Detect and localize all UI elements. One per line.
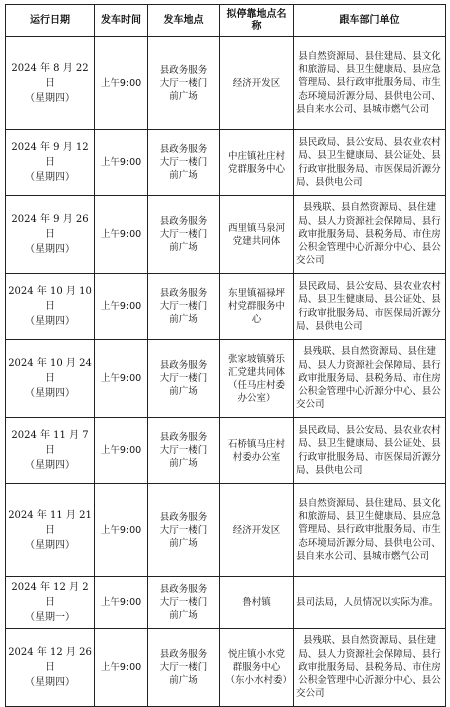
- header-units: 跟车部门单位: [294, 5, 446, 37]
- time-cell: 上午9:00: [95, 130, 148, 196]
- date-cell: [6, 418, 95, 484]
- header-row: [6, 5, 446, 37]
- units-cell: 县自然资源局、县住建局、县文化和旅游局、县卫生健康局、县应急管理局、县行政审批服务局、市生态环境局沂源分局、县供电公司、县自来水公司、县城市燃气公司: [294, 484, 446, 577]
- time-cell: 上午9:00: [95, 484, 148, 577]
- table-row: [6, 484, 446, 577]
- stop-cell: [220, 196, 294, 274]
- depart-cell: [148, 340, 220, 418]
- table-row: [6, 340, 446, 418]
- units-cell: 县残联、县自然资源局、县住建局、县人力资源社会保障局、县行政审批服务局、县税务局、市住房公积金管理中心沂源分中心、县公交公司: [294, 196, 446, 274]
- weekday-text: （星期四）: [25, 539, 75, 551]
- stop-text: 经济开发区: [232, 77, 281, 89]
- time-cell: 上午9:00: [95, 629, 148, 707]
- date-cell: [6, 484, 95, 577]
- weekday-text: （星期四）: [25, 244, 75, 255]
- time-cell: 上午9:00: [95, 274, 148, 340]
- depart-text: 县政务服务大厅一楼门前广场: [159, 360, 208, 397]
- stop-cell: [220, 418, 294, 484]
- depart-cell: [148, 629, 220, 707]
- table-row: [6, 274, 446, 340]
- weekday-text: （星期四）: [25, 172, 75, 183]
- stop-cell: [220, 130, 294, 196]
- weekday-text: （星期四）: [25, 460, 75, 471]
- date-text: 2024 年 9 月 12 日: [11, 142, 89, 168]
- date-cell: [6, 577, 95, 629]
- depart-cell: [148, 418, 220, 484]
- date-cell: [6, 340, 95, 418]
- date-cell: [6, 130, 95, 196]
- units-cell: 县残联、县自然资源局、县住建局、县人力资源社会保障局、县行政审批服务局、县税务局、市住房公积金管理中心沂源分中心、县公交公司: [294, 629, 446, 707]
- stop-text: 石桥镇马庄村村委办公室: [227, 438, 285, 463]
- depart-text: 县政务服务大厅一楼门前广场: [159, 64, 208, 102]
- depart-cell: [148, 196, 220, 274]
- depart-cell: [148, 274, 220, 340]
- time-cell: 上午9:00: [95, 340, 148, 418]
- depart-cell: [148, 577, 220, 629]
- date-cell: [6, 196, 95, 274]
- stop-text: 鲁村镇: [242, 597, 271, 608]
- header-stop: 拟停靠地点名称: [220, 5, 294, 37]
- table-row: [6, 629, 446, 707]
- table-header: [6, 5, 446, 37]
- weekday-text: （星期一）: [25, 612, 75, 623]
- table-row: [6, 130, 446, 196]
- depart-text: 县政务服务大厅一楼门前广场: [159, 584, 208, 621]
- stop-text: 经济开发区: [232, 524, 281, 536]
- header-depart: 发车地点: [148, 5, 220, 37]
- date-cell: [6, 37, 95, 130]
- date-cell: [6, 274, 95, 340]
- time-cell: 上午9:00: [95, 418, 148, 484]
- header-date: 运行日期: [6, 5, 95, 37]
- bus-schedule-table: [5, 4, 446, 707]
- units-cell: 县民政局、县公安局、县农业农村局、县卫生健康局、县公证处、县行政审批服务局、市医保局沂源分局、县供电公司: [294, 418, 446, 484]
- units-cell: 县民政局、县公安局、县农业农村局、县卫生健康局、县公证处、县行政审批服务局、市医保局沂源分局、县供电公司: [294, 130, 446, 196]
- date-text: 2024 年 11 月 21 日: [8, 509, 92, 536]
- stop-text: 悦庄镇小水党群服务中心（东小水村委）: [225, 649, 293, 686]
- depart-text: 县政务服务大厅一楼门前广场: [159, 649, 208, 686]
- table-row: [6, 37, 446, 130]
- date-text: 2024 年 10 月 10 日: [8, 286, 92, 312]
- table-row: [6, 418, 446, 484]
- depart-text: 县政务服务大厅一楼门前广场: [159, 144, 208, 181]
- weekday-text: （星期四）: [25, 92, 75, 104]
- date-text: 2024 年 9 月 26 日: [11, 214, 89, 240]
- table-body: [6, 37, 446, 707]
- date-text: 2024 年 11 月 7 日: [11, 430, 89, 456]
- depart-cell: [148, 37, 220, 130]
- stop-cell: [220, 577, 294, 629]
- depart-text: 县政务服务大厅一楼门前广场: [159, 511, 208, 549]
- depart-text: 县政务服务大厅一楼门前广场: [159, 216, 208, 253]
- weekday-text: （星期四）: [25, 388, 75, 399]
- weekday-text: （星期四）: [25, 316, 75, 327]
- stop-text: 西里镇马泉河党建共同体: [227, 222, 285, 247]
- stop-text: 张家坡镇骑乐汇党建共同体（任马庄村委办公室）: [227, 353, 285, 404]
- units-cell: 县民政局、县公安局、县农业农村局、县卫生健康局、县公证处、县行政审批服务局、市医保局沂源分局、县供电公司: [294, 274, 446, 340]
- stop-text: 东里镇福禄坪村党群服务中心: [227, 288, 285, 325]
- time-cell: 上午9:00: [95, 577, 148, 629]
- depart-text: 县政务服务大厅一楼门前广场: [159, 288, 208, 325]
- time-cell: 上午9:00: [95, 196, 148, 274]
- date-cell: [6, 629, 95, 707]
- table-row: [6, 577, 446, 629]
- date-text: 2024 年 12 月 2 日: [11, 582, 89, 608]
- depart-cell: [148, 484, 220, 577]
- depart-text: 县政务服务大厅一楼门前广场: [159, 432, 208, 469]
- units-cell: 县残联、县自然资源局、县住建局、县人力资源社会保障局、县行政审批服务局、县税务局、市住房公积金管理中心沂源分中心、县公交公司: [294, 340, 446, 418]
- weekday-text: （星期四）: [25, 677, 75, 688]
- stop-cell: [220, 37, 294, 130]
- stop-cell: [220, 274, 294, 340]
- table-row: [6, 196, 446, 274]
- date-text: 2024 年 8 月 22 日: [11, 62, 89, 89]
- date-text: 2024 年 10 月 24 日: [8, 358, 92, 384]
- stop-cell: [220, 340, 294, 418]
- time-cell: 上午9:00: [95, 37, 148, 130]
- depart-cell: [148, 130, 220, 196]
- stop-text: 中庄镇社庄村党群服务中心: [227, 150, 285, 175]
- stop-cell: [220, 629, 294, 707]
- header-time: 发车时间: [95, 5, 148, 37]
- units-cell: 县自然资源局、县住建局、县文化和旅游局、县卫生健康局、县应急管理局、县行政审批服务局、市生态环境局沂源分局、县供电公司、县自来水公司、县城市燃气公司: [294, 37, 446, 130]
- date-text: 2024 年 12 月 26 日: [8, 647, 92, 673]
- stop-cell: [220, 484, 294, 577]
- units-cell: 县司法局，人员情况以实际为准。: [294, 577, 446, 629]
